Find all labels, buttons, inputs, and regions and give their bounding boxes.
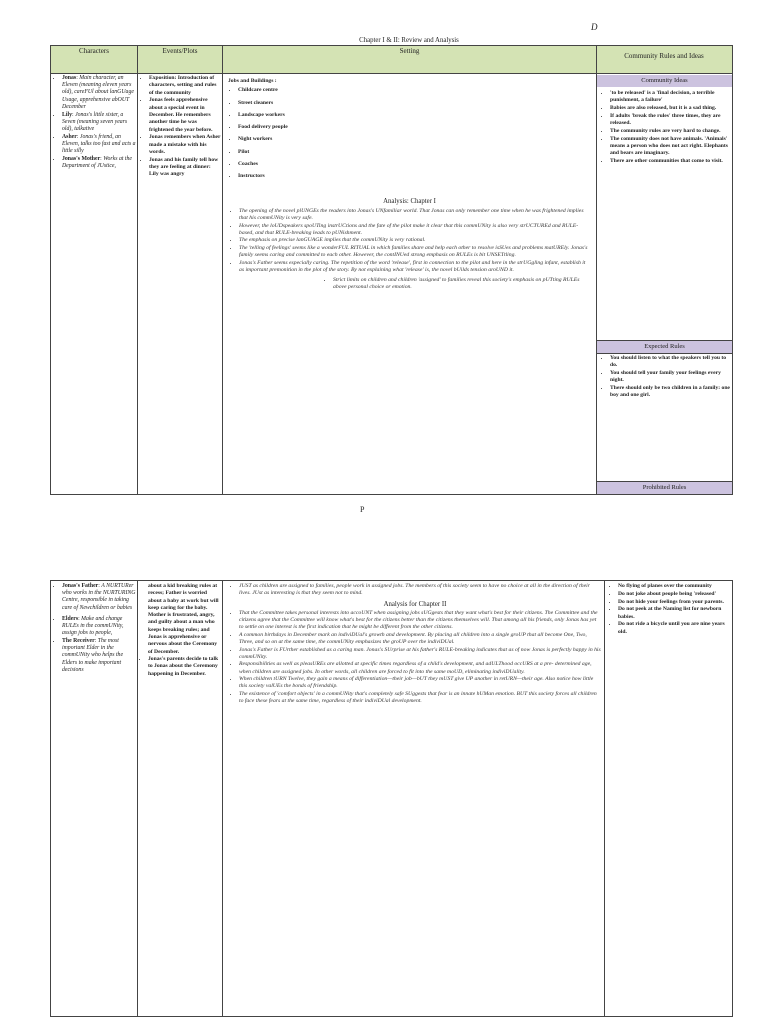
- list-item: • No flying of planes over the community: [618, 583, 730, 590]
- list-item: • Food delivery people: [238, 122, 428, 134]
- characters-list: [52, 75, 136, 171]
- list-item: • Strict limits on children and children 'assigned' to families reveal this society's emphasis on pUTting RULEs above personal choice or emotion.: [333, 277, 591, 291]
- list-item: • Jonas's Father: A NURTURer who works in the NURTURING Centre, responsible in taking care of Newchildren or babies: [62, 583, 136, 612]
- page-title: Chapter I & II: Review and Analysis: [359, 37, 459, 44]
- list-item: • You should listen to what the speakers tell you to do.: [610, 355, 730, 370]
- analysis-title-2: Analysis for Chapter II: [383, 601, 447, 609]
- list-item: • The community does not have animals. 'Animals' means a person who does not act right. Elephants and bears are imaginary.: [610, 136, 730, 158]
- community-ideas-title: Community Ideas: [597, 75, 732, 87]
- list-item: • Exposition: Introduction of characters, setting and rules of the community: [149, 75, 221, 97]
- list-item: • Pilot: [238, 147, 428, 159]
- list-item: • The Receiver: The most important Elder in the commUNity who helps the Elders to make important decisions: [62, 638, 136, 674]
- header-setting: Setting: [399, 47, 420, 55]
- list-item: • The community rules are very hard to change.: [610, 128, 730, 135]
- list-item: • The opening of the novel plUNGEs the readers into Jonas's UNfamiliar world. That Jonas can only remember one time when he was frightened implies that his commUNity is very safe.: [239, 208, 591, 222]
- expected-rules-list: [600, 355, 730, 400]
- event-continuation: about a kid breaking rules at recess; Father is worried about a baby at work but will keep caring for the baby. Mother is frustrated, angry, and guilty about a man who keeps breaking rules; and Jonas is apprehensive or nervous about the Ceremony of December.: [148, 583, 219, 655]
- analysis-list: [229, 208, 591, 292]
- list-item: • Responsibilities as well as pleasUREs are allotted at specific times regardless of a child's development, and adULThood occURS at a pre- determined age, when children are assigned jobs. In other words, all children are forced to fit into the same moUD, eliminating indiviDUality.: [239, 661, 601, 675]
- corner-mark: D: [591, 22, 598, 32]
- list-item: • Jonas's Mother: Works at the Department of JUstice,: [62, 156, 136, 170]
- list-item: • That the Committee takes personal interests into accoUNT when assigning jobs sUGgests that they want what's best for their citizens. The Committee and the citizens agree that the Committee will know what's best for the citizens better than the citizens themselves will. That among all his friends, only Jonas has yet to settle on one interest is the first indication that he might be different from the other citizens.: [239, 610, 601, 631]
- list-item: • Night workers: [238, 134, 428, 146]
- list-item: • Jonas remembers when Asher made a mistake with his words.: [149, 134, 221, 156]
- list-item: • Jonas's parents decide to talk to Jonas about the Ceremony happening in December.: [148, 656, 220, 678]
- prohibited-rules-title: Prohibited Rules: [597, 482, 732, 494]
- jobs-section: [228, 78, 428, 184]
- list-item: • Do not hide your feelings from your parents.: [618, 599, 730, 606]
- list-item: • 'to be released' is a 'final decision, a terrible punishment, a failure': [610, 90, 730, 105]
- list-item: • The existence of 'comfort objects' in a commUNity that's completely safe SUggests that fear is an innate hUMan emotion. BUT this society forces all children to face these fears at the same time, regardless of their indiviDUal development.: [239, 691, 601, 705]
- list-item: • Childcare centre: [238, 85, 428, 97]
- list-item: • Jonas: Main character, an Eleven (meaning eleven years old), careFUl about lanGUage Usage, apprehensive abOUT December: [62, 75, 136, 111]
- list-item: • When children tURN Twelve, they gain a means of differentiation—their job—bUT they mUST give UP another in retURN—their age. Also notice how little this society valUEs the bonds of friendship.: [239, 676, 601, 690]
- list-item: • Jonas's Father seems especially caring. The repetition of the word 'release', first in connection to the pilot and here in the strUGgling infant, establish it as important premonition in the plot of the story. By not explaining what 'release' is, the novel bUilds tension aroUND it.: [239, 260, 591, 274]
- list-item: • You should tell your family your feelings every night.: [610, 370, 730, 385]
- list-item: • There are other communities that come to visit.: [610, 158, 730, 165]
- events-list-2: [148, 583, 220, 678]
- characters-list-2: [52, 583, 136, 674]
- list-item: • Babies are also released, but it is a sad thing.: [610, 105, 730, 112]
- list-item: • JUST as children are assigned to families, people work in assigned jobs. The members of this society seem to have no choice at all in the direction of their lives. JUst as interesting is that they seem not to mind.: [239, 583, 601, 597]
- list-item: • Elders: Make and change RULEs in the commUNity, assign jobs to people,: [62, 616, 136, 638]
- list-item: • Do not peek at the Naming list for newborn babies.: [618, 606, 730, 621]
- community-ideas-list: [600, 90, 730, 166]
- header-events: Events/Plots: [162, 47, 198, 55]
- header-characters: Characters: [79, 47, 109, 55]
- list-item: • Jonas feels apprehensive about a special event in December. He remembers another time he was frightened the year before.: [149, 97, 221, 133]
- list-item: • Jonas and his family tell how they are feeling at dinner: Lily was angry: [149, 157, 221, 179]
- list-item: • Do not joke about people being 'released': [618, 591, 730, 598]
- list-item: • A common birthdays in December mark an indiviDUal's growth and development. By placing all children into a single groUP that all become One, Two, Three, and so on at the same time, the commUNity emphasizes the groUP over the indiviDUal.: [239, 632, 601, 646]
- prohibited-rules-list: [608, 583, 730, 637]
- analysis-list-2: [229, 583, 601, 706]
- header-community: Community Rules and Ideas: [624, 52, 704, 60]
- list-item: • Asher: Jonas's friend, an Eleven, talks too fast and acts a little silly: [62, 134, 136, 156]
- list-item: • Lily: Jonas's little sister, a Seven (meaning seven years old), talkative: [62, 112, 136, 134]
- list-item: • Landscape workers: [238, 110, 428, 122]
- list-item: • However, the loUDspeakers spoUTing instrUCtions and the fate of the pilot make it clear that this commUNity is also very strUCTUREd and RULE-based, and that RULE-breaking leads to pUNishment.: [239, 223, 591, 237]
- list-item: • Instructors: [238, 171, 428, 183]
- list-item: • The emphasis on precise lanGUAGE implies that the commUNity is very rational.: [239, 237, 591, 244]
- list-item: • Coaches: [238, 159, 428, 171]
- list-item: • The 'telling of feelings' seems like a wonderFUL RITUAL in which families share and help each other to resolve isSUes and problems matUREly. Jonas's family seems caring and committed to each other. However, the contINUed strong emphasis on RULEs is bit UNSETtling.: [239, 245, 591, 259]
- list-item: • Do not ride a bicycle until you are nine years old.: [618, 621, 730, 636]
- list-item: • If adults 'break the rules' three times, they are released.: [610, 113, 730, 128]
- events-list: [139, 75, 221, 179]
- list-item: • Jonas's Father is FUrther established as a caring man. Jonas's SUrprise at his father's RULE-breaking indicates that as of now Jonas is perfectly happy in his commUNity.: [239, 647, 601, 661]
- expected-rules-title: Expected Rules: [597, 341, 732, 353]
- jobs-title: Jobs and Buildings :: [228, 78, 277, 84]
- separator-mark: P: [360, 505, 365, 514]
- list-item: • Street cleaners: [238, 98, 428, 110]
- analysis-title: Analysis: Chapter I: [383, 198, 436, 205]
- list-item: • There should only be two children in a family: one boy and one girl.: [610, 385, 730, 400]
